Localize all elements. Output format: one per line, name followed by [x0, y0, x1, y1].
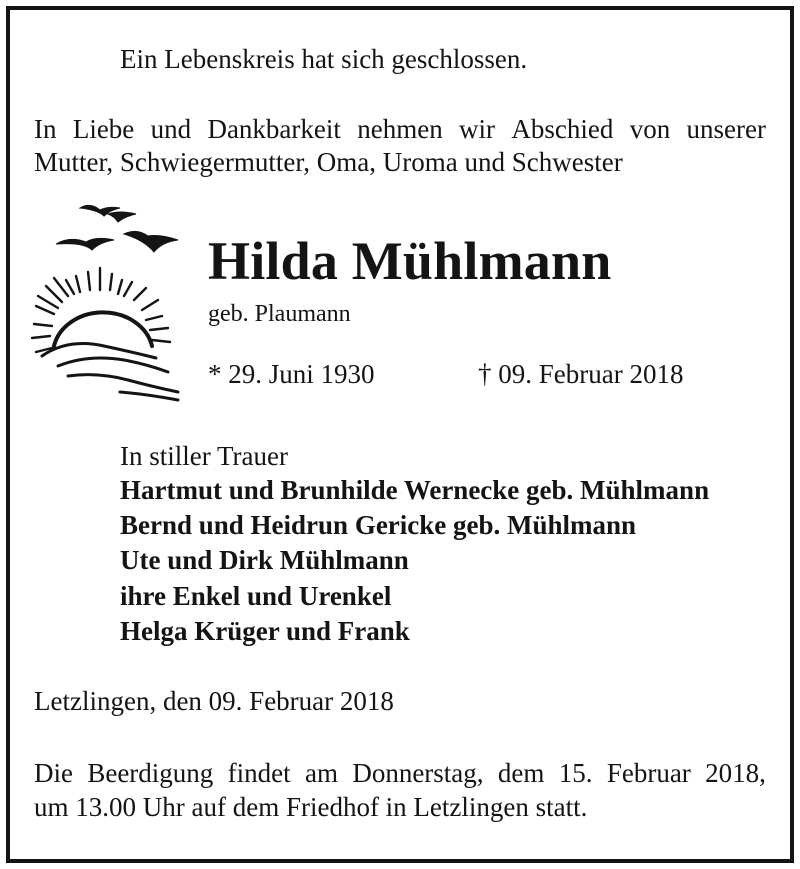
mourning-label: In stiller Trauer — [120, 441, 288, 471]
deceased-name: Hilda Mühlmann — [208, 231, 612, 291]
intro-word: In — [34, 114, 57, 144]
funeral-word: Beerdigung — [87, 758, 214, 788]
intro-line-2: Mutter, Schwiegermutter, Oma, Uroma und Schwester — [34, 147, 623, 177]
funeral-word: Donnerstag, — [352, 758, 484, 788]
sunset-birds-icon — [28, 196, 192, 406]
funeral-line-2: um 13.00 Uhr auf dem Friedhof in Letzlingen statt. — [34, 792, 588, 822]
mourner-line: Bernd und Heidrun Gericke geb. Mühlmann — [120, 510, 637, 540]
funeral-word: Februar — [606, 758, 691, 788]
birth-date: * 29. Juni 1930 — [208, 359, 375, 389]
funeral-word: 15. — [558, 758, 593, 788]
intro-word: und — [150, 114, 192, 144]
intro-word: Abschied — [511, 114, 614, 144]
mourner-line: Hartmut und Brunhilde Wernecke geb. Mühlmann — [120, 475, 710, 505]
intro-word: Dankbarkeit — [207, 114, 341, 144]
intro-word: nehmen — [357, 114, 443, 144]
intro-line-1 — [34, 116, 766, 143]
opening-line: Ein Lebenskreis hat sich geschlossen. — [120, 44, 528, 74]
funeral-line-1 — [34, 760, 766, 787]
maiden-name: geb. Plaumann — [208, 301, 351, 327]
funeral-word: Die — [34, 758, 73, 788]
mourner-line: Ute und Dirk Mühlmann — [120, 545, 409, 575]
place-date: Letzlingen, den 09. Februar 2018 — [34, 686, 394, 716]
death-date: † 09. Februar 2018 — [478, 359, 684, 389]
funeral-word: 2018, — [705, 758, 766, 788]
mourner-line: Helga Krüger und Frank — [120, 616, 410, 646]
intro-word: Liebe — [72, 114, 135, 144]
funeral-word: findet — [227, 758, 291, 788]
intro-word: unserer — [686, 114, 766, 144]
intro-word: wir — [459, 114, 496, 144]
mourner-line: ihre Enkel und Urenkel — [120, 581, 392, 611]
intro-word: von — [629, 114, 671, 144]
funeral-word: dem — [497, 758, 545, 788]
funeral-word: am — [304, 758, 338, 788]
